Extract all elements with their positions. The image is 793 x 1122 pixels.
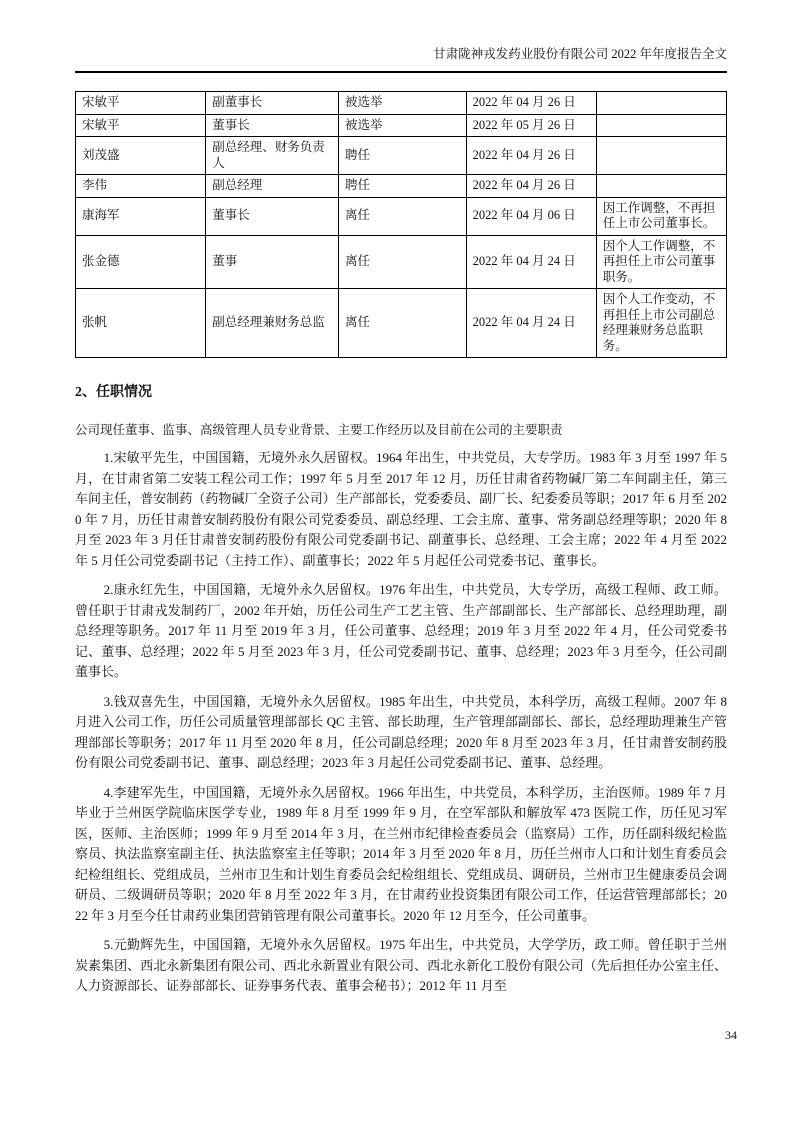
cell-change-type: 聘任	[338, 175, 466, 198]
page-number: 34	[725, 1028, 737, 1042]
table-row	[76, 289, 727, 358]
cell-date: 2022 年 04 月 26 日	[466, 137, 596, 175]
cell-change-type: 离任	[338, 197, 466, 235]
cell-position: 副董事长	[206, 92, 339, 115]
cell-change-type: 被选举	[338, 114, 466, 137]
table-row	[76, 197, 727, 235]
cell-position: 董事长	[206, 114, 339, 137]
cell-position: 董事长	[206, 197, 339, 235]
cell-reason: 因工作调整，不再担任上市公司董事长。	[596, 197, 726, 235]
cell-date: 2022 年 04 月 24 日	[466, 289, 596, 358]
cell-change-type: 被选举	[338, 92, 466, 115]
cell-date: 2022 年 04 月 26 日	[466, 175, 596, 198]
bio-paragraph-1: 1.宋敏平先生，中国国籍，无境外永久居留权。1964 年出生，中共党员，大专学历。1983 年 3 月至 1997 年 5 月，在甘肃省第二安装工程公司工作；1997 年 5 月至 2017 年 12 月，历任甘肃省药物碱厂第二车间副主任，第三车间主任，普安制药（药物碱厂全资子公司）生产部部长，党委委员、副厂长、纪委委员等职；2017 年 6 月至 2020 年 7 月，历任甘肃普安制药股份有限公司党委委员、副总经理、工会主席、董事、常务副总经理等职；2020 年 8 月至 2023 年 3 月任甘肃普安制药股份有限公司党委副书记、副董事长、总经理、工会主席；2022 年 4 月至 2022 年 5 月任公司党委副书记（主持工作）、副董事长；2022 年 5 月起任公司党委书记、董事长。	[75, 450, 727, 568]
cell-name: 张帆	[76, 289, 206, 358]
cell-date: 2022 年 04 月 24 日	[466, 235, 596, 289]
cell-reason	[596, 137, 726, 175]
cell-date: 2022 年 04 月 06 日	[466, 197, 596, 235]
bio-paragraph-3: 3.钱双喜先生，中国国籍，无境外永久居留权。1985 年出生，中共党员，本科学历，高级工程师。2007 年 8 月进入公司工作，历任公司质量管理部部长 QC 主管、部长助理，生产管理部副部长、部长，总经理助理兼生产管理部部长等职务；2017 年 11 月至 2020 年 8 月，任公司副总经理；2020 年 8 月至 2023 年 3 月，任甘肃普安制药股份有限公司党委副书记、董事、副总经理；2023 年 3 月起任公司党委副书记、董事、总经理。	[75, 693, 727, 770]
cell-position: 副总经理	[206, 175, 339, 198]
report-header-title: 甘肃陇神戎发药业股份有限公司 2022 年年度报告全文	[433, 47, 727, 61]
cell-name: 刘茂盛	[76, 137, 206, 175]
cell-name: 宋敏平	[76, 92, 206, 115]
cell-reason: 因个人工作变动，不再担任上市公司副总经理兼财务总监职务。	[596, 289, 726, 358]
page-header	[75, 46, 727, 73]
table-row	[76, 114, 727, 137]
cell-change-type: 聘任	[338, 137, 466, 175]
cell-date: 2022 年 04 月 26 日	[466, 92, 596, 115]
section-heading: 2、任职情况	[75, 385, 152, 400]
cell-name: 康海军	[76, 197, 206, 235]
table-row	[76, 137, 727, 175]
bio-paragraph-4: 4.李建军先生，中国国籍，无境外永久居留权。1966 年出生，中共党员，本科学历，主治医师。1989 年 7 月毕业于兰州医学院临床医学专业，1989 年 8 月至 1999 年 9 月，在空军部队和解放军 473 医院工作，历任见习军医，医师、主治医师；1999 年 9 月至 2014 年 3 月，在兰州市纪律检查委员会（监察局）工作，历任副科级纪检监察员、执法监察室副主任、执法监察室主任等职；2014 年 3 月至 2020 年 8 月，历任兰州市人口和计划生育委员会纪检组组长、党组成员，兰州市卫生和计划生育委员会纪检组组长、党组成员、调研员，兰州市卫生健康委员会调研员、二级调研员等职；2020 年 8 月至 2022 年 3 月，在甘肃药业投资集团有限公司工作，任运营管理部部长；2022 年 3 月至今任甘肃药业集团营销管理有限公司董事长。2020 年 12 月至今，任公司董事。	[75, 784, 727, 923]
cell-name: 李伟	[76, 175, 206, 198]
cell-change-type: 离任	[338, 289, 466, 358]
bio-paragraph-5: 5.元勤辉先生，中国国籍，无境外永久居留权。1975 年出生，中共党员，大学学历，政工师。曾任职于兰州炭素集团、西北永新集团有限公司、西北永新置业有限公司、西北永新化工股份有限公司（先后担任办公室主任、人力资源部长、证券部部长、证券事务代表、董事会秘书）；2012 年 11 月至	[75, 937, 727, 993]
cell-reason	[596, 114, 726, 137]
cell-position: 副总经理兼财务总监	[206, 289, 339, 358]
cell-name: 张金德	[76, 235, 206, 289]
cell-date: 2022 年 05 月 26 日	[466, 114, 596, 137]
bio-paragraph-2: 2.康永红先生，中国国籍，无境外永久居留权。1976 年出生，中共党员，大专学历，高级工程师、政工师。曾任职于甘肃戎发制药厂，2002 年开始，历任公司生产工艺主管、生产部副部长、生产部部长、总经理助理，副总经理等职务。2017 年 11 月至 2019 年 3 月，任公司董事、总经理；2019 年 3 月至 2022 年 4 月，任公司党委书记、董事、总经理；2022 年 5 月至 2023 年 3 月，任公司党委副书记、董事、总经理；2023 年 3 月至今，任公司副董事长。	[75, 582, 727, 679]
table-row	[76, 235, 727, 289]
cell-change-type: 离任	[338, 235, 466, 289]
cell-reason	[596, 92, 726, 115]
cell-reason: 因个人工作调整，不再担任上市公司董事职务。	[596, 235, 726, 289]
table-row	[76, 92, 727, 115]
cell-name: 宋敏平	[76, 114, 206, 137]
section-intro: 公司现任董事、监事、高级管理人员专业背景、主要工作经历以及目前在公司的主要职责	[75, 423, 563, 437]
cell-reason	[596, 175, 726, 198]
cell-position: 副总经理、财务负责人	[206, 137, 339, 175]
personnel-change-table	[75, 91, 727, 358]
cell-position: 董事	[206, 235, 339, 289]
table-row	[76, 175, 727, 198]
